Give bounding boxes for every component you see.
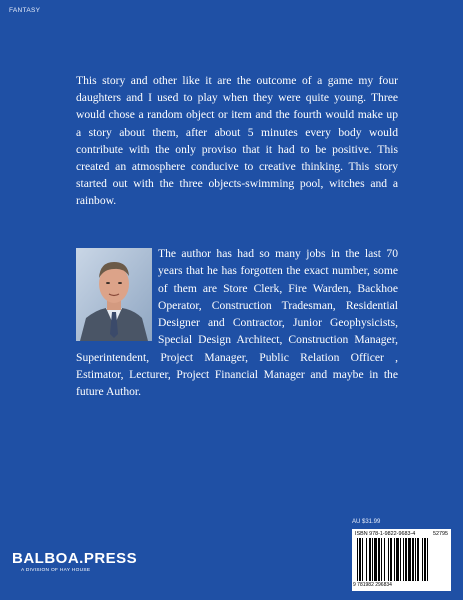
barcode-bar (366, 538, 367, 581)
barcode-bar (417, 538, 419, 581)
barcode-bar (415, 538, 416, 581)
barcode-bar (390, 538, 392, 581)
genre-label: FANTASY (9, 7, 41, 14)
barcode-bar (378, 538, 380, 581)
barcode-bar (362, 538, 363, 581)
barcode-bar (405, 538, 407, 581)
barcode-bar (412, 538, 414, 581)
barcode-bar (384, 538, 385, 581)
price-label: AU $31.99 (352, 519, 381, 525)
story-blurb: This story and other like it are the outcome of a game my four daughters and I used to play when they were quite young. Three would chose a random object or item and the fourth would make up a story about them, after about 5 minutes every body would contribute with the only proviso that it had to be positive. This created an atmosphere conducive to creative thinking. This story started out with the three objects-swimming pool, witches and a rainbow. (76, 74, 398, 208)
barcode-addon-number: 52795 (433, 531, 448, 537)
barcode-bar (372, 538, 373, 581)
barcode-bars (355, 538, 448, 581)
isbn-barcode (352, 529, 451, 591)
barcode-bar (394, 538, 395, 581)
barcode-bar (422, 538, 423, 581)
barcode-bar (388, 538, 389, 581)
publisher-logo (12, 551, 137, 573)
author-bio-text: The author has had so many jobs in the last 70 years that he has forgotten the exact number, some of them are Store Clerk, Fire Warden, Backhoe Operator, Construction Tradesman, Residential Designer and Contractor, Junior Geophysicists, Special Design Architect, Construction Manager, Superintendent, Project Manager, Public Relation Officer , Estimator, Lecturer, Project Financial Manager and maybe in the future Author. (76, 247, 398, 399)
barcode-bar (369, 538, 371, 581)
barcode-bar (374, 538, 377, 581)
author-bio-section (76, 245, 398, 401)
barcode-bar (427, 538, 428, 581)
barcode-bar (359, 538, 361, 581)
isbn-label (355, 531, 448, 537)
author-photo (76, 248, 152, 341)
barcode-bar (400, 538, 401, 581)
barcode-bar (403, 538, 404, 581)
publisher-subtitle: A DIVISION OF HAY HOUSE (21, 568, 91, 573)
barcode-number: 9 781982 296834 (353, 582, 392, 588)
barcode-bar (396, 538, 399, 581)
barcode-bar (424, 538, 426, 581)
barcode-bar (381, 538, 382, 581)
isbn-number: ISBN 978-1-9822-9683-4 (355, 531, 416, 537)
barcode-bar (408, 538, 411, 581)
publisher-name: BALBOA.PRESS (12, 550, 138, 567)
barcode-bar (357, 538, 358, 581)
